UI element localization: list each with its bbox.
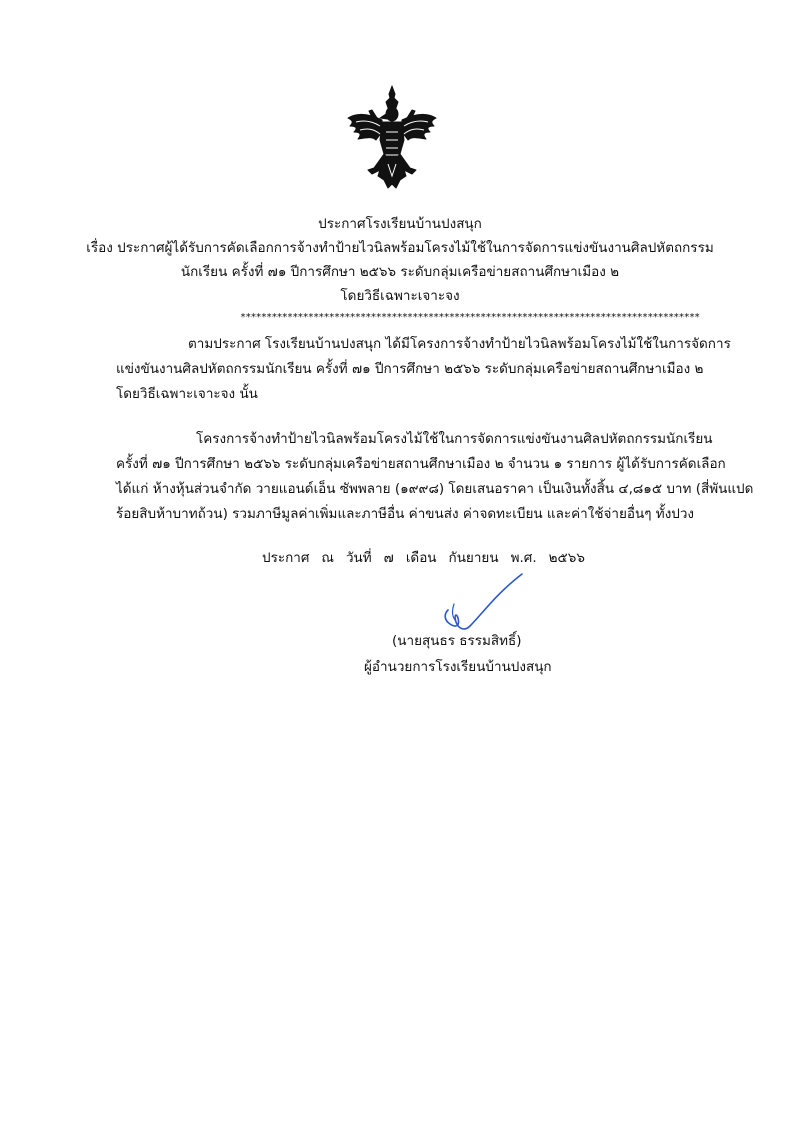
date-era: พ.ศ. xyxy=(510,550,537,566)
date-day-label: วันที่ xyxy=(345,550,372,566)
paragraph-2-line-2: ครั้งที่ ๗๑ ปีการศึกษา ๒๕๖๖ ระดับกลุ่มเครือข่ายสถานศึกษาเมือง ๒ จำนวน ๑ รายการ ผู้ได้รับการคัดเลือก xyxy=(116,456,726,472)
signer-name: (นายสุนธร ธรรมสิทธิ์) xyxy=(392,633,522,649)
date-year: ๒๕๖๖ xyxy=(548,550,585,566)
date-day: ๗ xyxy=(383,550,394,566)
date-at-word: ณ xyxy=(321,550,334,566)
date-month-label: เดือน xyxy=(405,550,437,566)
announcement-title: ประกาศโรงเรียนบ้านปงสนุก xyxy=(318,216,482,232)
paragraph-1-line-1-text: ตามประกาศ โรงเรียนบ้านปงสนุก ได้มีโครงการจ้างทำป้ายไวนิลพร้อมโครงไม้ใช้ในการจัดการ xyxy=(188,336,731,352)
paragraph-1-line-1 xyxy=(188,335,731,353)
paragraph-2-line-3: ได้แก่ ห้างหุ้นส่วนจำกัด วายแอนด์เอ็น ซัพพลาย (๑๙๙๘) โดยเสนอราคา เป็นเงินทั้งสิ้น ๔,๘๑๕ บาท (สี่พันแปด xyxy=(116,481,754,497)
date-announce-word: ประกาศ xyxy=(262,550,310,566)
paragraph-1-line-2: แข่งขันงานศิลปหัตถกรรมนักเรียน ครั้งที่ ๗๑ ปีการศึกษา ๒๕๖๖ ระดับกลุ่มเครือข่ายสถานศึกษาเมือง ๒ xyxy=(116,361,704,377)
procurement-method: โดยวิธีเฉพาะเจาะจง xyxy=(340,288,460,304)
paragraph-2-line-4: ร้อยสิบห้าบาทถ้วน) รวมภาษีมูลค่าเพิ่มและภาษีอื่น ค่าขนส่ง ค่าจดทะเบียน และค่าใช้จ่ายอื่นๆ ทั้งปวง xyxy=(116,506,695,522)
date-month: กันยายน xyxy=(448,550,499,566)
garuda-emblem-icon xyxy=(342,84,442,194)
announcement-subject-continued: นักเรียน ครั้งที่ ๗๑ ปีการศึกษา ๒๕๖๖ ระดับกลุ่มเครือข่ายสถานศึกษาเมือง ๒ xyxy=(180,264,620,280)
paragraph-2-line-1: โครงการจ้างทำป้ายไวนิลพร้อมโครงไม้ใช้ในการจัดการแข่งขันงานศิลปหัตถกรรมนักเรียน xyxy=(196,431,713,447)
signer-position: ผู้อำนวยการโรงเรียนบ้านปงสนุก xyxy=(364,659,552,675)
separator-stars: **************************************************************************************** xyxy=(240,312,700,323)
paragraph-1-line-3: โดยวิธีเฉพาะเจาะจง นั้น xyxy=(116,386,258,402)
announcement-subject: เรื่อง ประกาศผู้ได้รับการคัดเลือกการจ้างทำป้ายไวนิลพร้อมโครงไม้ใช้ในการจัดการแข่งขันงานศิลปหัตถกรรม xyxy=(86,240,714,256)
announcement-date xyxy=(262,549,585,567)
